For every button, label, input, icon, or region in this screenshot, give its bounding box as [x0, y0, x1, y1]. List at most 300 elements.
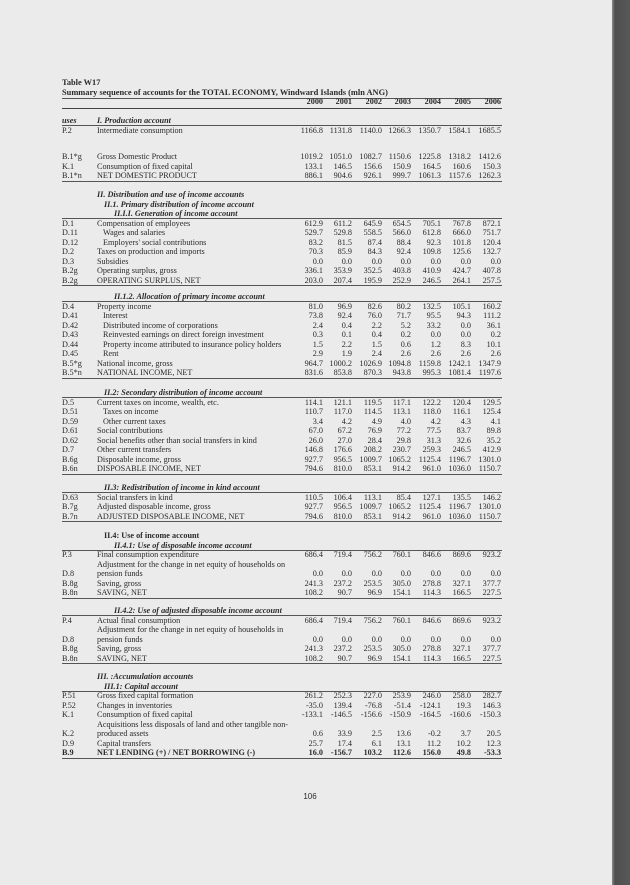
row-code: P.3	[62, 550, 72, 559]
row-code: P.2	[62, 125, 72, 135]
table-row	[0, 512, 612, 522]
row-value-2002: 113.1	[363, 492, 382, 502]
row-value-2004: 122.2	[422, 397, 441, 407]
row-value-2005: 105.1	[452, 301, 471, 311]
row-value-2002: 853.1	[363, 511, 382, 521]
row-code: K.1	[62, 710, 75, 719]
row-value-2005: 0.0	[460, 330, 471, 339]
row-value-2002: 87.4	[367, 237, 382, 247]
row-code: B.8n	[62, 588, 78, 597]
row-value-2003: 1266.3	[388, 125, 411, 135]
year-header-2006: 2006	[484, 97, 501, 106]
row-label: Compensation of employees	[97, 218, 191, 228]
row-value-2002: 253.5	[363, 578, 382, 588]
table-row	[0, 426, 612, 436]
row-value-2002: 6.1	[371, 738, 382, 748]
row-value-2006: 2.6	[490, 349, 501, 358]
row-value-2001: 0.1	[341, 330, 352, 339]
row-value-2004: 410.9	[422, 266, 441, 275]
row-value-2000: 2.9	[312, 349, 323, 358]
row-value-2002: 195.9	[363, 275, 382, 285]
row-value-2001: -146.5	[330, 710, 352, 719]
row-value-2002: 76.0	[367, 311, 382, 320]
table-row	[0, 739, 612, 749]
row-value-2006: 36.1	[486, 320, 501, 330]
row-value-2001: 0.4	[341, 320, 352, 330]
row-value-2004: 4.2	[430, 416, 441, 426]
row-value-2003: 0.2	[400, 330, 411, 339]
row-value-2003: 252.9	[392, 275, 411, 285]
row-label: Operating surplus, gross	[97, 266, 177, 275]
table-row	[0, 407, 612, 417]
row-value-2001: 956.5	[333, 502, 352, 511]
row-value-2005: 116.1	[452, 407, 471, 416]
row-value-2003: 654.5	[392, 218, 411, 228]
row-value-2006: 407.8	[482, 266, 501, 275]
row-value-2001: 1051.0	[329, 152, 352, 161]
row-value-2003: 760.1	[392, 615, 411, 625]
row-code: D.2	[62, 247, 75, 256]
year-header-2005: 2005	[454, 97, 471, 106]
row-code: D.59	[62, 416, 79, 426]
row-value-2000: 831.6	[304, 368, 323, 377]
row-label: pension funds	[97, 634, 143, 644]
heading-text: II.4.2: Use of adjusted disposable income account	[114, 606, 282, 615]
row-value-2003: 88.4	[396, 237, 411, 247]
row-label: Reinvested earnings on direct foreign investment	[103, 330, 264, 339]
row-value-2000: 73.8	[308, 311, 323, 320]
row-value-2001: 529.8	[333, 228, 352, 237]
row-code: B.6n	[62, 464, 78, 473]
heading-text: II.4.1: Use of disposable income account	[114, 540, 252, 550]
row-value-2003: 13.6	[396, 729, 411, 738]
row-value-2006: 751.7	[482, 228, 501, 237]
table-row	[0, 748, 612, 758]
row-code: P.52	[62, 700, 76, 710]
row-value-2004: 109.8	[422, 247, 441, 256]
row-value-2000: 133.1	[304, 161, 323, 171]
row-label: Saving, gross	[97, 644, 142, 653]
row-value-2001: 2.2	[341, 339, 352, 349]
table-row	[0, 701, 612, 711]
row-value-2002: 0.0	[371, 634, 382, 644]
row-value-2003: 29.8	[396, 435, 411, 445]
row-code: D.42	[62, 320, 79, 330]
row-code: D.5	[62, 397, 75, 407]
row-value-2004: 31.3	[426, 435, 441, 445]
row-value-2003: 0.6	[400, 339, 411, 349]
row-value-2006: 129.5	[482, 397, 501, 407]
row-value-2001: 176.6	[333, 445, 352, 454]
row-value-2006: 1262.3	[478, 171, 501, 180]
row-value-2005: 49.8	[456, 748, 471, 757]
row-value-2003: 150.9	[392, 161, 411, 171]
section-end-rule	[62, 474, 502, 475]
row-value-2003: 117.1	[392, 397, 411, 407]
row-value-2004: 246.0	[422, 691, 441, 700]
row-value-2003: 154.1	[392, 588, 411, 597]
heading-text: II.1.2. Allocation of primary income account	[114, 292, 265, 301]
section-end-rule	[62, 663, 502, 664]
row-value-2003: 80.2	[396, 301, 411, 311]
table-row	[0, 691, 612, 701]
row-value-2004: 1061.3	[418, 171, 441, 180]
row-label: OPERATING SURPLUS, NET	[97, 275, 201, 285]
heading-text: I. Production account	[97, 116, 171, 125]
row-value-2001: 4.2	[341, 416, 352, 426]
row-value-2004: 114.3	[422, 588, 441, 597]
row-code: D.9	[62, 738, 75, 748]
row-value-2000: 794.6	[304, 511, 323, 521]
row-value-2006: 923.2	[482, 550, 501, 559]
row-label: Adjustment for the change in net equity of households in	[97, 625, 284, 634]
row-value-2006: 282.7	[482, 691, 501, 700]
row-value-2005: 10.2	[456, 738, 471, 748]
row-value-2003: 0.0	[400, 569, 411, 578]
row-label: Adjustment for the change in net equity of households on	[97, 559, 286, 569]
row-value-2006: 0.2	[490, 330, 501, 339]
row-value-2003: 85.4	[396, 492, 411, 502]
row-value-2000: 0.0	[312, 569, 323, 578]
heading-code: uses	[62, 116, 77, 125]
row-value-2003: 2.6	[400, 349, 411, 358]
row-value-2005: 246.5	[452, 445, 471, 454]
row-value-2002: 96.9	[367, 653, 382, 663]
row-value-2000: 927.7	[304, 502, 323, 511]
year-header-2000: 2000	[306, 97, 323, 106]
row-code: B.8n	[62, 653, 78, 663]
table-row	[0, 569, 612, 579]
table-row	[0, 162, 612, 172]
row-value-2004: 1125.4	[418, 502, 441, 511]
row-value-2002: 756.2	[363, 615, 382, 625]
row-value-2002: -156.6	[360, 710, 382, 719]
row-value-2006: 227.5	[482, 653, 501, 663]
row-value-2003: 999.7	[392, 171, 411, 180]
row-value-2006: 1347.9	[478, 358, 501, 368]
table-row	[0, 359, 612, 369]
table-row	[0, 276, 612, 286]
section-end-rule	[62, 378, 502, 379]
row-value-2005: 264.1	[452, 275, 471, 285]
row-value-2002: 1082.7	[359, 152, 382, 161]
row-code: D.44	[62, 339, 79, 349]
row-value-2001: 67.2	[337, 426, 352, 435]
row-value-2003: 1094.8	[388, 358, 411, 368]
row-value-2006: -150.3	[479, 710, 501, 719]
table-row	[0, 550, 612, 560]
row-value-2002: 0.4	[371, 330, 382, 339]
row-value-2005: 1584.1	[448, 125, 471, 135]
row-value-2005: 0.0	[460, 634, 471, 644]
scan-edge	[612, 0, 630, 885]
row-value-2000: 26.0	[308, 435, 323, 445]
row-label: Taxes on income	[103, 407, 159, 416]
row-value-2000: 241.3	[304, 644, 323, 653]
header-rule	[62, 108, 502, 109]
row-value-2005: 666.0	[452, 228, 471, 237]
row-label: Saving, gross	[97, 578, 142, 588]
row-value-2003: -150.9	[389, 710, 411, 719]
row-value-2004: 961.0	[422, 511, 441, 521]
row-label: Social benefits other than social transfers in kind	[97, 435, 257, 445]
row-value-2003: 0.0	[400, 634, 411, 644]
row-label: produced assets	[97, 729, 149, 738]
row-value-2001: -156.7	[330, 748, 352, 757]
table-row	[0, 464, 612, 474]
row-value-2006: 89.8	[486, 426, 501, 435]
section-heading	[0, 190, 612, 200]
row-code: K.1	[62, 161, 75, 171]
row-value-2002: 253.5	[363, 644, 382, 653]
row-value-2004: 705.1	[422, 218, 441, 228]
row-value-2003: 154.1	[392, 653, 411, 663]
row-value-2005: 258.0	[452, 691, 471, 700]
row-value-2005: 166.5	[452, 588, 471, 597]
row-value-2000: 1.5	[312, 339, 323, 349]
row-value-2002: 1026.9	[359, 358, 382, 368]
row-value-2003: 4.0	[400, 416, 411, 426]
section-heading	[0, 200, 612, 210]
heading-text: III.1: Capital account	[104, 681, 178, 691]
year-header-2003: 2003	[394, 97, 411, 106]
row-code: B.8g	[62, 644, 78, 653]
row-label: SAVING, NET	[97, 653, 147, 663]
row-value-2004: -124.1	[419, 700, 441, 710]
row-label: Consumption of fixed capital	[97, 161, 193, 171]
row-value-2005: 1036.0	[448, 511, 471, 521]
table-row	[0, 311, 612, 321]
section-heading	[0, 531, 612, 541]
section-end-rule	[62, 181, 502, 182]
row-value-2005: 166.5	[452, 653, 471, 663]
row-value-2002: 2.2	[371, 320, 382, 330]
row-value-2000: -35.0	[305, 700, 323, 710]
row-value-2000: 114.1	[304, 397, 323, 407]
row-value-2002: 2.5	[371, 729, 382, 738]
table-row	[0, 349, 612, 359]
year-header-2001: 2001	[335, 97, 352, 106]
row-value-2002: 1140.0	[359, 125, 382, 135]
row-code: D.8	[62, 569, 75, 578]
row-value-2005: 8.3	[460, 339, 471, 349]
row-code: B.9	[62, 748, 74, 757]
row-value-2005: 767.8	[452, 218, 471, 228]
table-row	[0, 302, 612, 312]
row-value-2001: 611.2	[333, 218, 352, 228]
row-value-2005: -160.6	[449, 710, 471, 719]
row-value-2001: 90.7	[337, 653, 352, 663]
row-label: Social transfers in kind	[97, 492, 173, 502]
table-row	[0, 417, 612, 427]
row-value-2006: 1412.6	[478, 152, 501, 161]
row-value-2001: 90.7	[337, 588, 352, 597]
row-label: Distributed income of corporations	[103, 320, 218, 330]
row-value-2002: 103.2	[363, 748, 382, 757]
row-value-2003: 1065.2	[388, 502, 411, 511]
row-value-2006: 0.0	[490, 569, 501, 578]
row-code: D.4	[62, 301, 75, 311]
row-value-2003: 113.1	[392, 407, 411, 416]
row-value-2005: 32.6	[456, 435, 471, 445]
row-value-2004: 95.5	[426, 311, 441, 320]
row-value-2001: 956.5	[333, 454, 352, 464]
row-value-2003: 0.0	[400, 256, 411, 266]
section-end-rule	[62, 758, 502, 759]
row-value-2002: 76.9	[367, 426, 382, 435]
row-value-2001: 252.3	[333, 691, 352, 700]
row-label: Wages and salaries	[103, 228, 166, 237]
row-value-2005: 1196.7	[448, 454, 471, 464]
row-value-2000: 794.6	[304, 464, 323, 473]
row-label: Other current transfers	[97, 445, 172, 454]
table-row	[0, 654, 612, 664]
row-value-2005: 0.0	[460, 320, 471, 330]
row-value-2002: 156.6	[363, 161, 382, 171]
row-value-2001: 810.0	[333, 464, 352, 473]
row-label: Rent	[103, 349, 119, 358]
row-value-2000: 241.3	[304, 578, 323, 588]
row-value-2006: 923.2	[482, 615, 501, 625]
row-value-2006: 0.0	[490, 256, 501, 266]
row-value-2002: -76.8	[364, 700, 382, 710]
row-value-2002: 558.5	[363, 228, 382, 237]
row-code: B.7g	[62, 502, 78, 511]
row-value-2005: 0.0	[460, 256, 471, 266]
heading-text: II.4: Use of income account	[104, 531, 200, 540]
row-code: D.3	[62, 256, 75, 266]
row-value-2006: 125.4	[482, 407, 501, 416]
row-value-2000: 0.3	[312, 330, 323, 339]
table-row	[0, 644, 612, 654]
heading-text: III. :Accumulation accounts	[97, 672, 194, 681]
row-label: NET LENDING (+) / NET BORROWING (-)	[97, 748, 256, 757]
row-value-2000: 0.6	[312, 729, 323, 738]
row-value-2004: 0.0	[430, 569, 441, 578]
row-value-2005: 4.3	[460, 416, 471, 426]
row-value-2003: -51.4	[393, 700, 411, 710]
row-value-2000: 83.2	[308, 237, 323, 247]
row-value-2006: 1197.6	[478, 368, 501, 377]
row-value-2006: 1685.5	[478, 125, 501, 135]
row-value-2005: 3.7	[460, 729, 471, 738]
row-value-2006: 146.2	[482, 492, 501, 502]
row-label: Subsidies	[97, 256, 129, 266]
row-value-2002: 853.1	[363, 464, 382, 473]
table-row	[0, 710, 612, 720]
row-value-2000: 203.0	[304, 275, 323, 285]
row-value-2005: 83.7	[456, 426, 471, 435]
table-row	[0, 340, 612, 350]
row-value-2003: 253.9	[392, 691, 411, 700]
row-value-2003: 71.7	[396, 311, 411, 320]
row-value-2003: 13.1	[396, 738, 411, 748]
row-label: DISPOSABLE INCOME, NET	[97, 464, 201, 473]
row-label: Gross fixed capital formation	[97, 691, 194, 700]
row-value-2005: 160.6	[452, 161, 471, 171]
table-row	[0, 436, 612, 446]
row-value-2003: 760.1	[392, 550, 411, 559]
row-value-2001: 719.4	[333, 615, 352, 625]
row-value-2000: 110.7	[304, 407, 323, 416]
row-value-2004: 156.0	[422, 748, 441, 757]
row-value-2002: 1009.7	[359, 502, 382, 511]
row-value-2005: 424.7	[452, 266, 471, 275]
row-value-2002: 227.0	[363, 691, 382, 700]
row-value-2000: 70.3	[308, 247, 323, 256]
row-code: B.8g	[62, 578, 78, 588]
table-row	[0, 247, 612, 257]
section-end-rule	[62, 285, 502, 286]
row-value-2000: 927.7	[304, 454, 323, 464]
row-value-2003: 1065.2	[388, 454, 411, 464]
row-value-2004: 259.3	[422, 445, 441, 454]
row-value-2000: 261.2	[304, 691, 323, 700]
row-value-2005: 101.8	[452, 237, 471, 247]
row-value-2003: 5.2	[400, 320, 411, 330]
row-value-2001: 719.4	[333, 550, 352, 559]
row-value-2001: 106.4	[333, 492, 352, 502]
row-value-2004: 961.0	[422, 464, 441, 473]
row-label: NATIONAL INCOME, NET	[97, 368, 193, 377]
row-value-2006: 1150.7	[478, 511, 501, 521]
table-row	[0, 635, 612, 645]
table-row	[0, 455, 612, 465]
row-value-2006: 150.3	[482, 161, 501, 171]
row-value-2001: 33.9	[337, 729, 352, 738]
row-value-2001: 17.4	[337, 738, 352, 748]
row-value-2006: 4.1	[490, 416, 501, 426]
row-code: K.2	[62, 729, 75, 738]
row-label: Property income	[97, 301, 152, 311]
row-value-2002: 0.0	[371, 569, 382, 578]
row-value-2000: 25.7	[308, 738, 323, 748]
row-label: Disposable income, gross	[97, 454, 181, 464]
row-value-2005: 1157.6	[448, 171, 471, 180]
row-value-2004: 0.0	[430, 634, 441, 644]
table-row	[0, 720, 612, 730]
row-value-2006: -53.3	[483, 748, 501, 757]
row-value-2001: 1000.2	[329, 358, 352, 368]
row-value-2004: 1.2	[430, 339, 441, 349]
row-value-2003: 230.7	[392, 445, 411, 454]
row-code: B.2g	[62, 275, 78, 285]
row-value-2005: 1318.2	[448, 152, 471, 161]
row-label: Intermediate consumption	[97, 125, 183, 135]
row-value-2004: 1159.8	[418, 358, 441, 368]
row-value-2001: 81.5	[337, 237, 352, 247]
row-value-2004: 11.2	[426, 738, 441, 748]
year-header-2002: 2002	[365, 97, 382, 106]
row-code: D.45	[62, 349, 79, 358]
row-value-2001: 121.1	[333, 397, 352, 407]
row-value-2005: 125.6	[452, 247, 471, 256]
row-value-2000: 886.1	[304, 171, 323, 180]
row-value-2004: 1350.7	[418, 125, 441, 135]
table-row	[0, 321, 612, 331]
row-value-2005: 1196.7	[448, 502, 471, 511]
row-value-2004: 0.0	[430, 330, 441, 339]
row-value-2002: 114.5	[363, 407, 382, 416]
row-value-2006: 0.0	[490, 634, 501, 644]
table-row	[0, 257, 612, 267]
row-code: D.63	[62, 492, 79, 502]
table-title: Summary sequence of accounts for the TOTAL ECONOMY, Windward Islands (mln ANG)	[62, 88, 502, 99]
row-value-2004: 612.8	[422, 228, 441, 237]
table-row	[0, 330, 612, 340]
heading-text: II.1. Primary distribution of income account	[104, 199, 254, 209]
row-value-2002: 208.2	[363, 445, 382, 454]
